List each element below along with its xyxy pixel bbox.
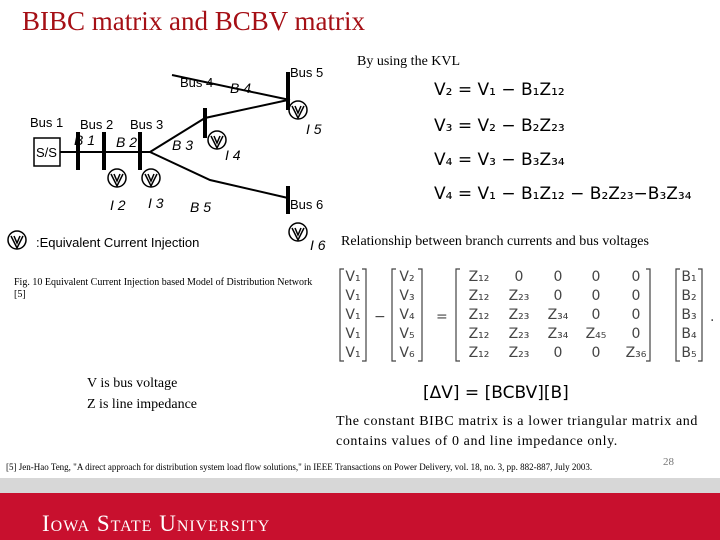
injection-icon-bus2 xyxy=(108,169,126,187)
equals-operator: = xyxy=(436,309,448,325)
branch-vector-cell: B₃ xyxy=(681,307,697,323)
impedance-matrix-cell: 0 xyxy=(553,288,563,304)
injection-legend-label: :Equivalent Current Injection xyxy=(36,235,200,250)
vector-b-cell: V₂ xyxy=(399,269,415,285)
bus-1-label: Bus 1 xyxy=(30,115,64,130)
vector-a-cell: V₁ xyxy=(345,269,361,285)
vector-a-right-bracket xyxy=(362,269,366,361)
distribution-network-diagram xyxy=(0,55,340,255)
z-matrix-right-bracket xyxy=(646,269,650,361)
vector-b-left-bracket xyxy=(392,269,396,361)
branch-4-label: B 4 xyxy=(230,80,252,96)
university-logo-text: Iowa State University xyxy=(42,511,271,536)
kvl-heading: By using the KVL xyxy=(357,54,461,69)
current-5-label: I 5 xyxy=(306,121,322,137)
figure-caption: Fig. 10 Equivalent Current Injection based Model of Distribution Network [5] xyxy=(14,277,313,300)
page-number: 28 xyxy=(663,456,674,468)
substation-label: S/S xyxy=(36,145,57,160)
impedance-matrix-cell: Z₃₄ xyxy=(547,307,569,323)
branch-1-label: B 1 xyxy=(74,132,96,148)
kvl-equation-1: V₂ = V₁ − B₁Z₁₂ xyxy=(434,80,565,100)
bus-3-label: Bus 3 xyxy=(130,117,164,132)
impedance-matrix-cell: 0 xyxy=(631,307,641,323)
branch-vector-cell: B₅ xyxy=(681,345,697,361)
vector-b-cell: V₅ xyxy=(399,326,415,342)
impedance-matrix-cell: 0 xyxy=(591,345,601,361)
current-3-label: I 3 xyxy=(148,195,164,211)
legend-injection-icon xyxy=(8,231,26,249)
impedance-matrix-cell: Z₂₃ xyxy=(508,326,530,342)
impedance-matrix-cell: Z₁₂ xyxy=(468,288,490,304)
impedance-matrix-cell: Z₁₂ xyxy=(468,326,490,342)
impedance-matrix-cell: 0 xyxy=(631,269,641,285)
impedance-matrix-cell: Z₄₅ xyxy=(585,326,607,342)
bcbv-equation: [ΔV] = [BCBV][B] xyxy=(423,383,569,403)
impedance-matrix-cell: 0 xyxy=(514,269,524,285)
vector-a-cell: V₁ xyxy=(345,326,361,342)
vector-a xyxy=(345,269,360,361)
impedance-matrix-cell: 0 xyxy=(553,345,563,361)
bus-6-label: Bus 6 xyxy=(290,197,324,212)
vector-b-cell: V₄ xyxy=(399,307,415,323)
note-bus-voltage: V is bus voltage xyxy=(87,376,178,391)
kvl-equation-2: V₃ = V₂ − B₂Z₂₃ xyxy=(434,116,565,136)
vector-b-cell: V₃ xyxy=(399,288,415,304)
impedance-matrix-cell: Z₁₂ xyxy=(468,307,490,323)
slide-title: BIBC matrix and BCBV matrix xyxy=(22,6,365,36)
branch-vector-left-bracket xyxy=(676,269,680,361)
injection-icon-bus5 xyxy=(289,101,307,119)
kvl-equation-3: V₄ = V₃ − B₃Z₃₄ xyxy=(434,150,565,170)
bibc-description: The constant BIBC matrix is a lower triangular matrix and contains values of 0 and line impedance only. xyxy=(336,414,698,449)
branch-2-label: B 2 xyxy=(116,134,138,150)
branch-vector-right-bracket xyxy=(698,269,702,361)
current-4-label: I 4 xyxy=(225,147,241,163)
vector-a-cell: V₁ xyxy=(345,307,361,323)
injection-icon-bus4 xyxy=(208,131,226,149)
reference-citation: [5] Jen-Hao Teng, "A direct approach for distribution system load flow solutions," in IEEE Transactions on Power Delivery, vol. 18, no. 3, pp. 882-887, July 2003. xyxy=(6,462,593,472)
current-2-label: I 2 xyxy=(110,197,126,213)
bus-4-label: Bus 4 xyxy=(180,75,214,90)
injection-icon-bus3 xyxy=(142,169,160,187)
impedance-matrix-cell: Z₃₆ xyxy=(625,345,647,361)
minus-operator: − xyxy=(374,309,386,325)
bus-5-label: Bus 5 xyxy=(290,65,324,80)
branch-vector xyxy=(681,269,697,361)
footer-gray-strip xyxy=(0,478,720,493)
note-line-impedance: Z is line impedance xyxy=(87,397,198,412)
footer-red-band xyxy=(0,493,720,540)
impedance-matrix-cell: 0 xyxy=(591,288,601,304)
impedance-matrix-cell: 0 xyxy=(591,269,601,285)
vector-b-right-bracket xyxy=(418,269,422,361)
vector-b-cell: V₆ xyxy=(399,345,415,361)
impedance-matrix-cell: 0 xyxy=(631,288,641,304)
vector-a-cell: V₁ xyxy=(345,345,361,361)
branch-vector-cell: B₄ xyxy=(681,326,697,342)
branch-vector-cell: B₂ xyxy=(681,288,697,304)
kvl-equation-4: V₄ = V₁ − B₁Z₁₂ − B₂Z₂₃−B₃Z₃₄ xyxy=(434,184,692,204)
injection-icon-bus6 xyxy=(289,223,307,241)
impedance-matrix-cell: Z₁₂ xyxy=(468,345,490,361)
impedance-matrix-cell: 0 xyxy=(631,326,641,342)
bus-2-label: Bus 2 xyxy=(80,117,114,132)
bibc-matrix-equation xyxy=(338,264,718,364)
vector-a-cell: V₁ xyxy=(345,288,361,304)
impedance-matrix-cell: 0 xyxy=(591,307,601,323)
branch-vector-cell: B₁ xyxy=(681,269,697,285)
impedance-matrix xyxy=(469,269,647,361)
current-6-label: I 6 xyxy=(310,237,326,253)
branch-5-label: B 5 xyxy=(190,199,212,215)
vector-a-left-bracket xyxy=(340,269,344,361)
impedance-matrix-cell: 0 xyxy=(553,269,563,285)
footer xyxy=(0,478,720,540)
z-matrix-left-bracket xyxy=(456,269,460,361)
impedance-matrix-cell: Z₂₃ xyxy=(508,307,530,323)
impedance-matrix-cell: Z₃₄ xyxy=(547,326,569,342)
impedance-matrix-cell: Z₂₃ xyxy=(508,288,530,304)
impedance-matrix-cell: Z₁₂ xyxy=(468,269,490,285)
branch-3-label: B 3 xyxy=(172,137,194,153)
lower-branch xyxy=(150,152,288,198)
impedance-matrix-cell: Z₂₃ xyxy=(508,345,530,361)
vector-b xyxy=(399,269,415,361)
relationship-heading: Relationship between branch currents and bus voltages xyxy=(341,234,649,249)
trailing-period: . xyxy=(710,309,715,325)
